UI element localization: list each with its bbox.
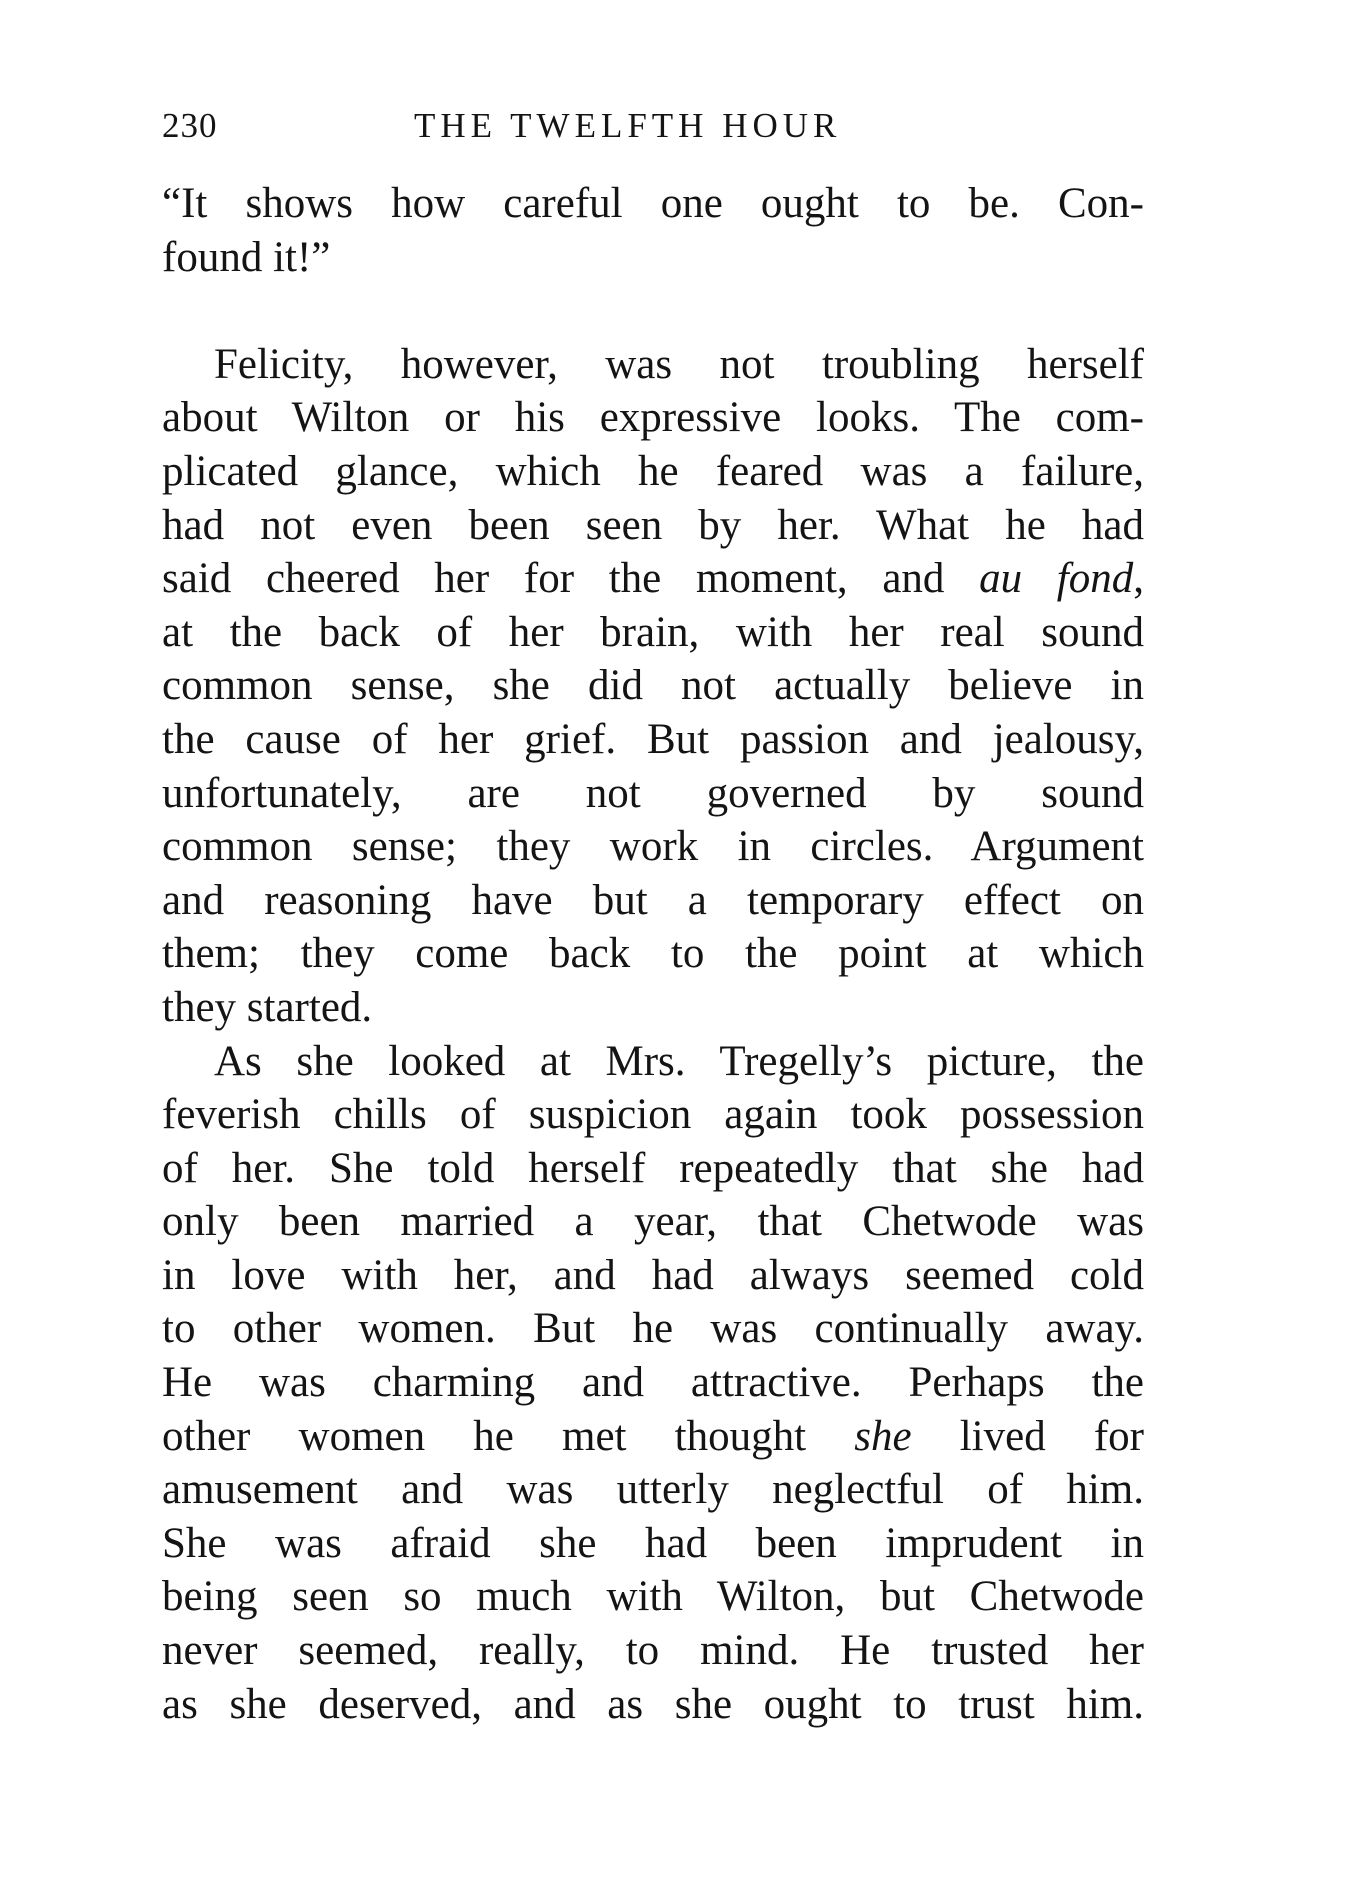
text-line: feverish chills of suspicion again took possession <box>162 1091 1144 1139</box>
text-line: plicated glance, which he feared was a failure, <box>162 447 1144 495</box>
text-line: “It shows how careful one ought to be. Con- <box>162 180 1144 227</box>
text-line: only been married a year, that Chetwode was <box>162 1198 1144 1246</box>
body-text <box>162 177 1144 1731</box>
text-line: common sense, she did not actually believe in <box>162 662 1144 710</box>
text-run: lived for <box>911 1412 1144 1460</box>
page-header <box>162 106 1145 152</box>
text-line: unfortunately, are not governed by sound <box>162 769 1144 817</box>
text-run: , <box>1133 555 1144 603</box>
text-line-with-italic <box>162 1410 1144 1464</box>
text-line: at the back of her brain, with her real sound <box>162 608 1144 656</box>
text-line: they started. <box>162 983 373 1031</box>
paragraph-1 <box>162 177 1144 284</box>
text-line: never seemed, really, to mind. He trusted her <box>162 1627 1144 1675</box>
text-line-with-italic <box>162 552 1144 606</box>
text-line: He was charming and attractive. Perhaps the <box>162 1359 1144 1407</box>
text-line: and reasoning have but a temporary effect on <box>162 876 1144 924</box>
italic-word: she <box>854 1412 912 1460</box>
italic-phrase: au fond <box>979 555 1134 603</box>
text-line: in love with her, and had always seemed cold <box>162 1251 1144 1299</box>
text-line: found it!” <box>162 233 331 281</box>
paragraph-2 <box>162 338 1144 1035</box>
text-line: had not even been seen by her. What he had <box>162 501 1144 549</box>
text-run: said cheered her for the moment, and <box>162 555 980 603</box>
running-head: THE TWELFTH HOUR <box>414 106 842 145</box>
page-number: 230 <box>162 106 218 145</box>
text-line: being seen so much with Wilton, but Chetwode <box>162 1573 1144 1621</box>
text-line: to other women. But he was continually away. <box>162 1305 1144 1353</box>
text-run: other women he met thought <box>162 1412 855 1460</box>
text-line: them; they come back to the point at which <box>162 930 1144 978</box>
text-line: amusement and was utterly neglectful of him. <box>162 1466 1144 1514</box>
text-line: of her. She told herself repeatedly that she had <box>162 1144 1144 1192</box>
text-line: as she deserved, and as she ought to trust him. <box>162 1680 1144 1728</box>
text-line: about Wilton or his expressive looks. The com- <box>162 394 1144 442</box>
text-line: Felicity, however, was not troubling herself <box>214 340 1144 388</box>
text-line: As she looked at Mrs. Tregelly’s picture, the <box>214 1037 1144 1085</box>
paragraph-gap <box>162 284 1144 338</box>
paragraph-3 <box>162 1035 1144 1732</box>
text-line: common sense; they work in circles. Argument <box>162 823 1144 871</box>
text-line: She was afraid she had been imprudent in <box>162 1519 1144 1567</box>
text-line: the cause of her grief. But passion and jealousy, <box>162 715 1144 763</box>
